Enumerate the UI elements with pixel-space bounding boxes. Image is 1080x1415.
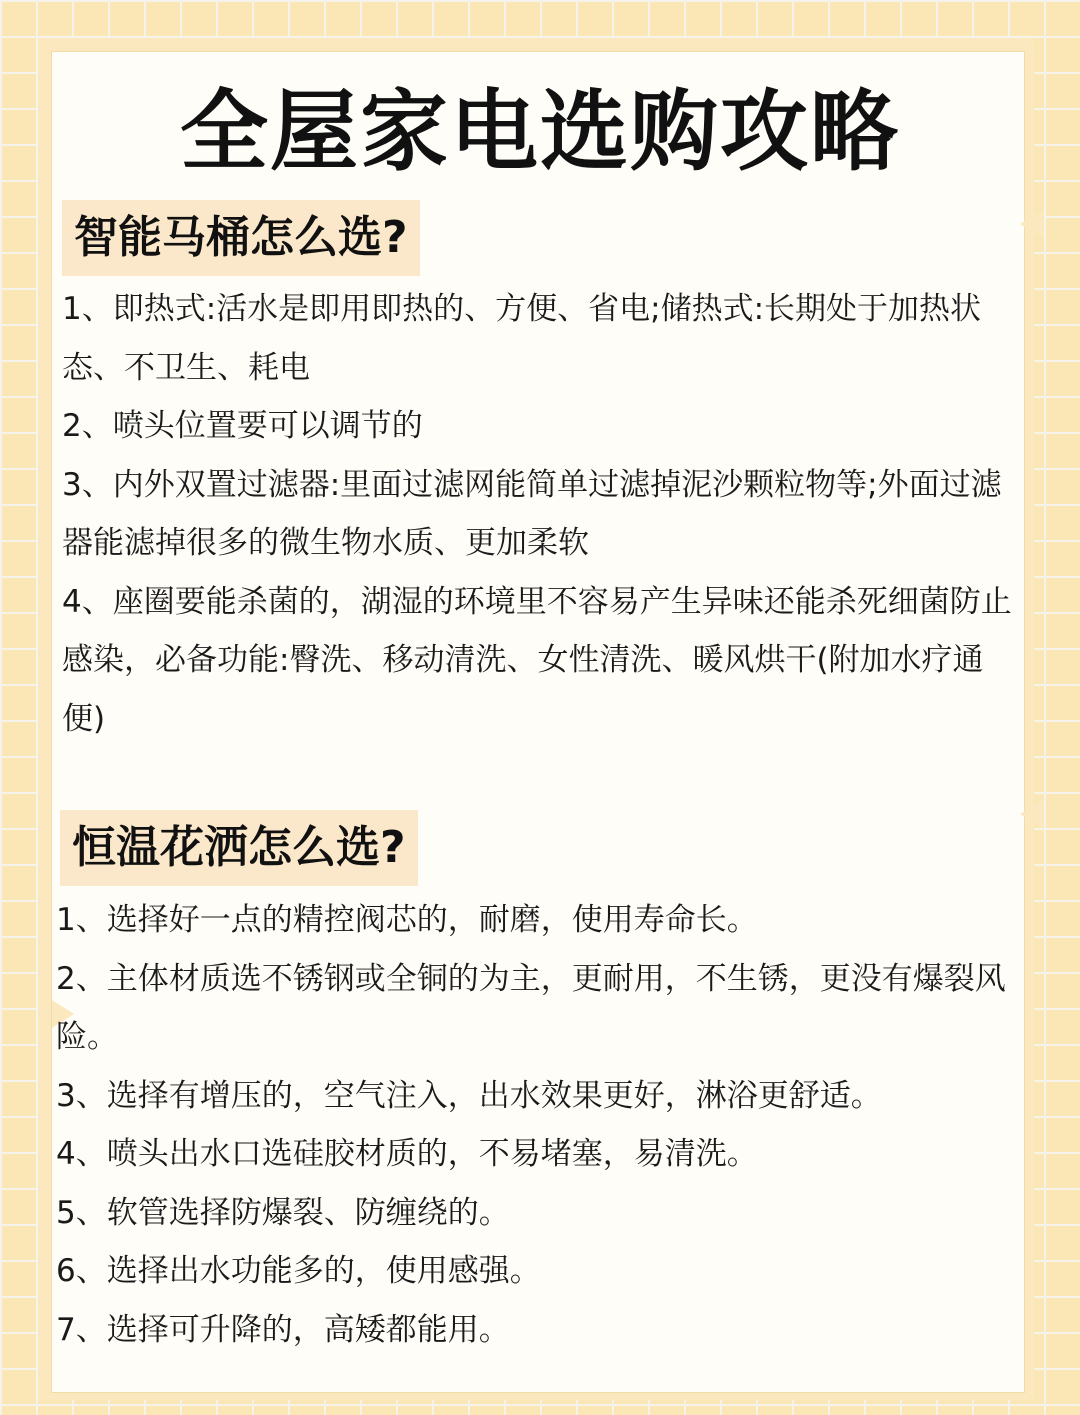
- page-title: 全屋家电选购攻略: [179, 80, 900, 183]
- section-heading-thermostatic-shower: 恒温花洒怎么选?: [60, 810, 418, 886]
- list-item: 3、选择有增压的，空气注入，出水效果更好，淋浴更舒适。: [56, 1077, 882, 1114]
- section-heading-smart-toilet: 智能马桶怎么选?: [62, 200, 420, 276]
- list-item: 4、座圈要能杀菌的，湖湿的环境里不容易产生异味还能杀死细菌防止感染，必备功能:臀洗、移动清洗、女性清洗、暖风烘干(附加水疗通便): [62, 583, 1012, 737]
- decorative-notch: [1020, 800, 1044, 828]
- decorative-notch: [1020, 210, 1044, 238]
- smart-toilet-tips-list: [62, 280, 1012, 748]
- list-item: 3、内外双置过滤器:里面过滤网能简单过滤掉泥沙颗粒物等;外面过滤器能滤掉很多的微生物水质、更加柔软: [62, 466, 1002, 561]
- list-item: 5、软管选择防爆裂、防缠绕的。: [56, 1194, 510, 1231]
- list-item: 4、喷头出水口选硅胶材质的，不易堵塞，易清洗。: [56, 1136, 758, 1172]
- list-item: 1、选择好一点的精控阀芯的，耐磨，使用寿命长。: [56, 902, 758, 938]
- list-item: 2、喷头位置要可以调节的: [62, 408, 423, 444]
- shower-tips-list: [56, 891, 1026, 1359]
- list-item: 1、即热式:活水是即用即热的、方便、省电;储热式:长期处于加热状态、不卫生、耗电: [62, 291, 982, 386]
- list-item: 6、选择出水功能多的，使用感强。: [56, 1253, 541, 1289]
- list-item: 2、主体材质选不锈钢或全铜的为主，更耐用，不生锈，更没有爆裂风险。: [56, 960, 1006, 1055]
- list-item: 7、选择可升降的，高矮都能用。: [56, 1311, 510, 1348]
